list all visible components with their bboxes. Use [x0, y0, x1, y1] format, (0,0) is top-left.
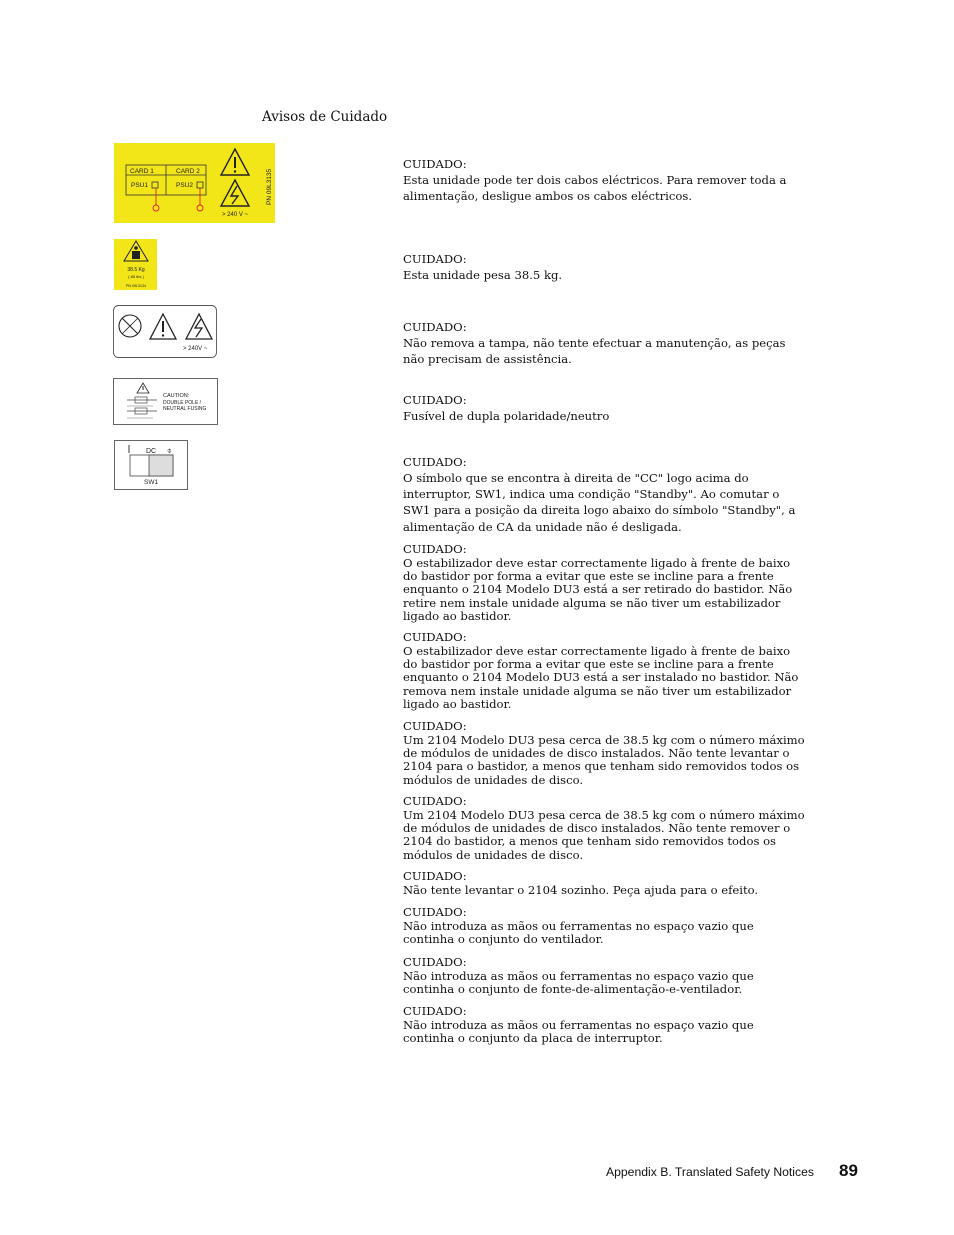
card2-text: CARD 2	[176, 168, 200, 175]
weight-part-number-text: PN 09L3134	[126, 284, 146, 288]
caution-notice	[403, 454, 807, 535]
caution-label: CUIDADO:	[403, 542, 467, 556]
psu-power-cord-label	[114, 143, 276, 224]
weight-label	[114, 239, 158, 291]
caution-text: Fusível de dupla polaridade/neutro	[403, 409, 610, 423]
caution-label: CUIDADO:	[403, 393, 467, 407]
caution-text: Esta unidade pesa 38.5 kg.	[403, 268, 563, 282]
section-title: Avisos de Cuidado	[262, 109, 388, 125]
page-number: 89	[839, 1161, 858, 1180]
fuse-line2-text: DOUBLE POLE /	[163, 400, 202, 406]
fuse-line3-text: NEUTRAL FUSING	[163, 406, 207, 412]
caution-label: CUIDADO:	[403, 955, 467, 969]
caution-notice	[403, 541, 807, 623]
caution-notice	[403, 156, 807, 204]
weight-text: 38.5 Kg	[127, 267, 145, 273]
psu1-text: PSU1	[131, 182, 148, 189]
caution-label: CUIDADO:	[403, 455, 467, 469]
caution-label: CUIDADO:	[403, 1004, 467, 1018]
caution-text: Não introduza as mãos ou ferramentas no espaço vazio que continha o conjunto da placa de interruptor.	[403, 1018, 754, 1046]
caution-label: CUIDADO:	[403, 157, 467, 171]
caution-text: O símbolo que se encontra à direita de "CC" logo acima do interruptor, SW1, indica uma condição "Standby". Ao comutar o SW1 para a posição da direita logo abaixo do símbolo "Standby", a alimentação de CA da unidade não é desligada.	[403, 471, 796, 534]
caution-text: Não tente levantar o 2104 sozinho. Peça ajuda para o efeito.	[403, 883, 759, 897]
double-pole-fusing-label	[113, 378, 219, 426]
caution-notice	[403, 868, 807, 897]
part-number-text: PN 09L3135	[266, 168, 273, 205]
caution-label: CUIDADO:	[403, 905, 467, 919]
caution-notice	[403, 319, 807, 367]
caution-text: Não introduza as mãos ou ferramentas no espaço vazio que continha o conjunto do ventilador.	[403, 919, 754, 947]
footer-text: Appendix B. Translated Safety Notices	[606, 1165, 814, 1179]
caution-notice	[403, 793, 807, 862]
caution-label: CUIDADO:	[403, 252, 467, 266]
cover-voltage-text: > 240V ~	[183, 346, 208, 352]
standby-switch-label	[114, 440, 189, 491]
psu2-text: PSU2	[176, 182, 193, 189]
caution-text: Não introduza as mãos ou ferramentas no espaço vazio que continha o conjunto de fonte-de-alimentação-e-ventilador.	[403, 969, 754, 997]
standby-icon: ⌽	[167, 446, 172, 455]
caution-notice	[403, 1003, 807, 1045]
caution-text: Não remova a tampa, não tente efectuar a manutenção, as peças não precisam de assistência.	[403, 336, 786, 367]
caution-label: CUIDADO:	[403, 719, 467, 733]
caution-label: CUIDADO:	[403, 320, 467, 334]
caution-label: CUIDADO:	[403, 630, 467, 644]
caution-notice	[403, 392, 807, 424]
dc-text: DC	[146, 448, 157, 455]
voltage-text: > 240 V ~	[222, 212, 249, 218]
sw1-text: SW1	[144, 479, 159, 486]
weight-lb-text: ( 85 lbs )	[128, 274, 144, 279]
caution-notice	[403, 718, 807, 787]
caution-notice	[403, 954, 807, 996]
card1-text: CARD 1	[130, 168, 154, 175]
caution-text: O estabilizador deve estar correctamente ligado à frente de baixo do bastidor por forma a evitar que este se incline para a frente enquanto o 2104 Modelo DU3 está a ser retirado do bastidor. Não retire nem instale unidade alguma se não tiver um estabilizador ligado ao bastidor.	[403, 556, 793, 623]
fuse-caution-text: CAUTION:	[163, 393, 190, 399]
caution-text: Um 2104 Modelo DU3 pesa cerca de 38.5 kg com o número máximo de módulos de unidades de disco instalados. Não tente remover o 2104 do bastidor, a menos que tenham sido removidos todos os módulos de unidades de disco.	[403, 808, 805, 862]
caution-label: CUIDADO:	[403, 869, 467, 883]
caution-label: CUIDADO:	[403, 794, 467, 808]
caution-notice	[403, 904, 807, 946]
caution-notice	[403, 629, 807, 711]
do-not-remove-cover-label	[113, 305, 218, 359]
caution-text: Esta unidade pode ter dois cabos eléctricos. Para remover toda a alimentação, desligue ambos os cabos eléctricos.	[403, 173, 787, 204]
caution-notice	[403, 251, 807, 283]
caution-text: O estabilizador deve estar correctamente ligado à frente de baixo do bastidor por forma a evitar que este se incline para a frente enquanto o 2104 Modelo DU3 está a ser instalado no bastidor. Não remova nem instale unidade alguma se não tiver um estabilizador ligado ao bastidor.	[403, 644, 799, 711]
caution-text: Um 2104 Modelo DU3 pesa cerca de 38.5 kg com o número máximo de módulos de unidades de disco instalados. Não tente levantar o 2104 para o bastidor, a menos que tenham sido removidos todos os módulos de unidades de disco.	[403, 733, 805, 787]
